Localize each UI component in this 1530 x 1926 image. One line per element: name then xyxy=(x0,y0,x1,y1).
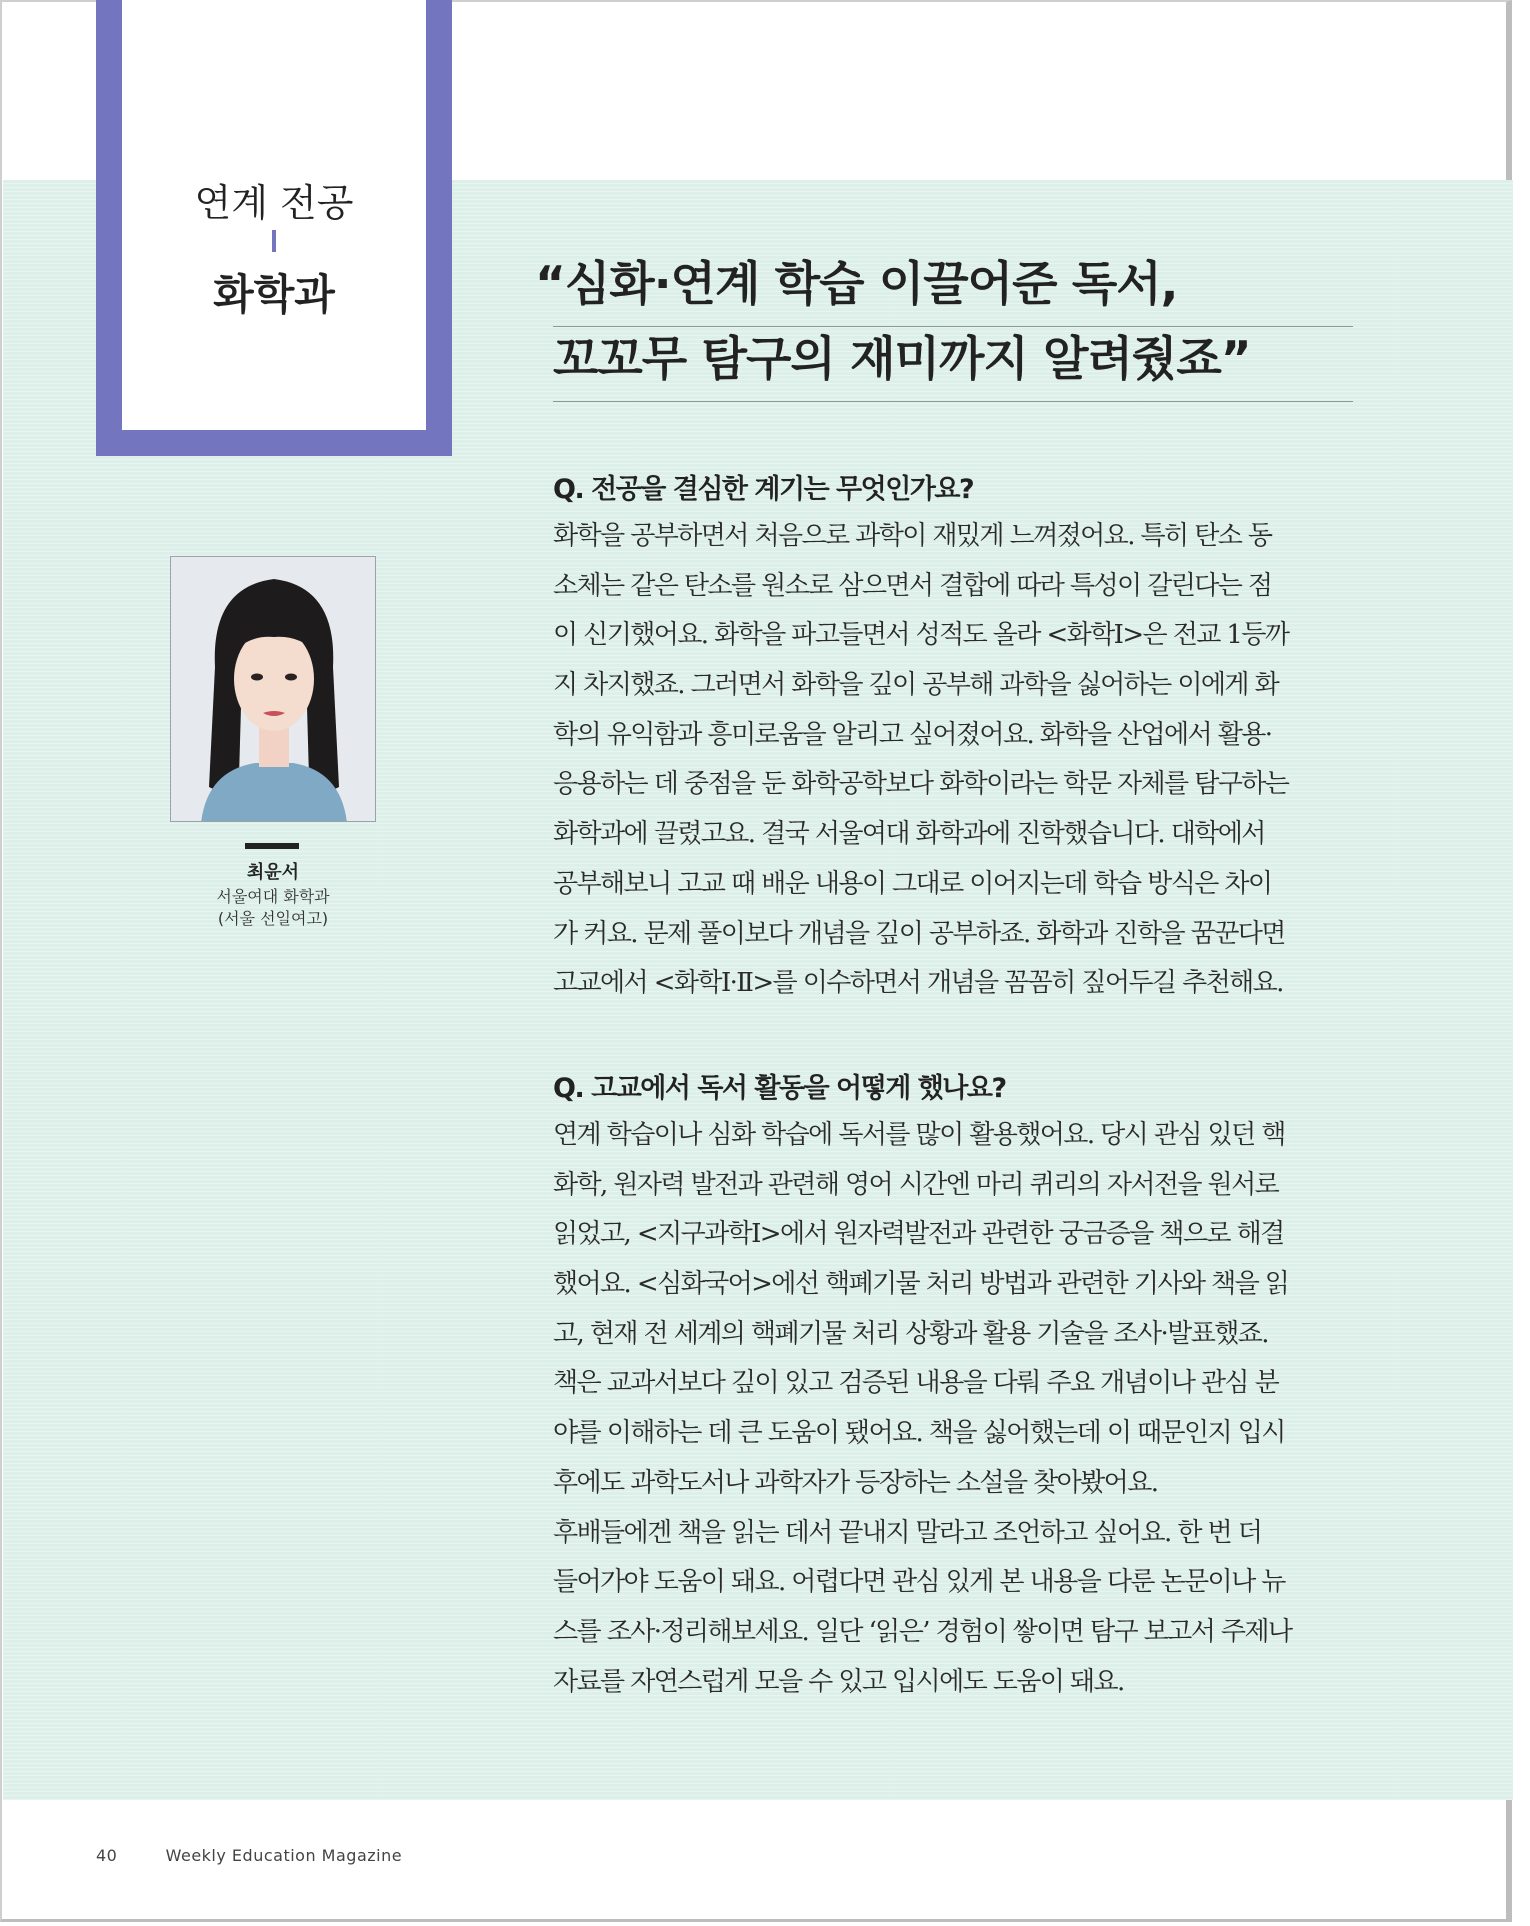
question-1: Q. 전공을 결심한 계기는 무엇인가요? xyxy=(553,474,974,505)
answer-line: 했어요. <심화국어>에선 핵폐기물 처리 방법과 관련한 기사와 책을 읽 xyxy=(553,1269,1289,1300)
answer-line: 야를 이해하는 데 큰 도움이 됐어요. 책을 싫어했는데 이 때문인지 입시 xyxy=(553,1418,1285,1449)
answer-line: 공부해보니 고교 때 배운 내용이 그대로 이어지는데 학습 방식은 차이 xyxy=(553,868,1272,899)
answer-line: 지 차지했죠. 그러면서 화학을 깊이 공부해 과학을 싫어하는 이에게 화 xyxy=(553,670,1279,701)
answer-line: 고교에서 <화학Ⅰ·Ⅱ>를 이수하면서 개념을 꼼꼼히 짚어두길 추천해요. xyxy=(553,968,1283,999)
answer-line: 고, 현재 전 세계의 핵폐기물 처리 상황과 활용 기술을 조사·발표했죠. xyxy=(553,1318,1268,1349)
answer-line: 소체는 같은 탄소를 원소로 삼으면서 결합에 따라 특성이 갈린다는 점 xyxy=(553,570,1272,601)
footer xyxy=(96,1846,402,1865)
tag-major: 화학과 xyxy=(213,270,335,319)
headline-line-1: “심화·연계 학습 이끌어준 독서, xyxy=(553,252,1353,327)
name-bar xyxy=(245,843,299,849)
profile-school: 서울여대 화학과 xyxy=(216,887,330,906)
answer-line: 이 신기했어요. 화학을 파고들면서 성적도 올라 <화학Ⅰ>은 전교 1등까 xyxy=(553,620,1289,651)
headline-line-2: 꼬꼬무 탐구의 재미까지 알려줬죠” xyxy=(553,327,1353,402)
tag-label: 연계 전공 xyxy=(194,181,354,225)
major-tag-box xyxy=(96,0,452,456)
answer-line: 들어가야 도움이 돼요. 어렵다면 관심 있게 본 내용을 다룬 논문이나 뉴 xyxy=(553,1567,1285,1598)
answer-line: 화학을 공부하면서 처음으로 과학이 재밌게 느껴졌어요. 특히 탄소 동 xyxy=(553,521,1272,551)
magazine-name: Weekly Education Magazine xyxy=(165,1846,403,1865)
headline xyxy=(535,252,1353,402)
answer-line: 가 커요. 문제 풀이보다 개념을 깊이 공부하죠. 화학과 진학을 꿈꾼다면 xyxy=(553,918,1285,949)
major-tag-inner xyxy=(122,0,426,430)
answer-line: 책은 교과서보다 깊이 있고 검증된 내용을 다뤄 주요 개념이나 관심 분 xyxy=(553,1368,1279,1399)
answer-line: 학의 유익함과 흥미로움을 알리고 싶어졌어요. 화학을 산업에서 활용· xyxy=(553,719,1272,750)
qa-section-1 xyxy=(553,468,1353,1009)
answer-line: 연계 학습이나 심화 학습에 독서를 많이 활용했어요. 당시 관심 있던 핵 xyxy=(553,1120,1285,1150)
page-number: 40 xyxy=(96,1846,118,1865)
answer-line: 화학, 원자력 발전과 관련해 영어 시간엔 마리 퀴리의 자서전을 원서로 xyxy=(553,1169,1279,1200)
answer-line: 후에도 과학도서나 과학자가 등장하는 소설을 찾아봤어요. xyxy=(553,1467,1158,1498)
portrait-photo xyxy=(170,556,376,822)
profile-highschool: (서울 선일여고) xyxy=(217,909,329,928)
profile-name: 최윤서 xyxy=(246,862,300,883)
portrait-illustration xyxy=(171,557,376,822)
profile xyxy=(160,860,386,930)
answer-line: 자료를 자연스럽게 모을 수 있고 입시에도 도움이 돼요. xyxy=(553,1666,1124,1697)
answer-line: 스를 조사·정리해보세요. 일단 ‘읽은’ 경험이 쌓이면 탐구 보고서 주제나 xyxy=(553,1616,1292,1647)
tag-divider xyxy=(272,230,276,252)
question-2: Q. 고교에서 독서 활동을 어떻게 했나요? xyxy=(553,1073,1006,1104)
answer-line: 응용하는 데 중점을 둔 화학공학보다 화학이라는 학문 자체를 탐구하는 xyxy=(553,769,1289,800)
answer-line: 읽었고, <지구과학Ⅰ>에서 원자력발전과 관련한 궁금증을 책으로 해결 xyxy=(553,1219,1284,1250)
qa-section-2 xyxy=(553,1067,1353,1707)
answer-line: 화학과에 끌렸고요. 결국 서울여대 화학과에 진학했습니다. 대학에서 xyxy=(553,819,1265,850)
answer-line: 후배들에겐 책을 읽는 데서 끝내지 말라고 조언하고 싶어요. 한 번 더 xyxy=(553,1517,1262,1548)
